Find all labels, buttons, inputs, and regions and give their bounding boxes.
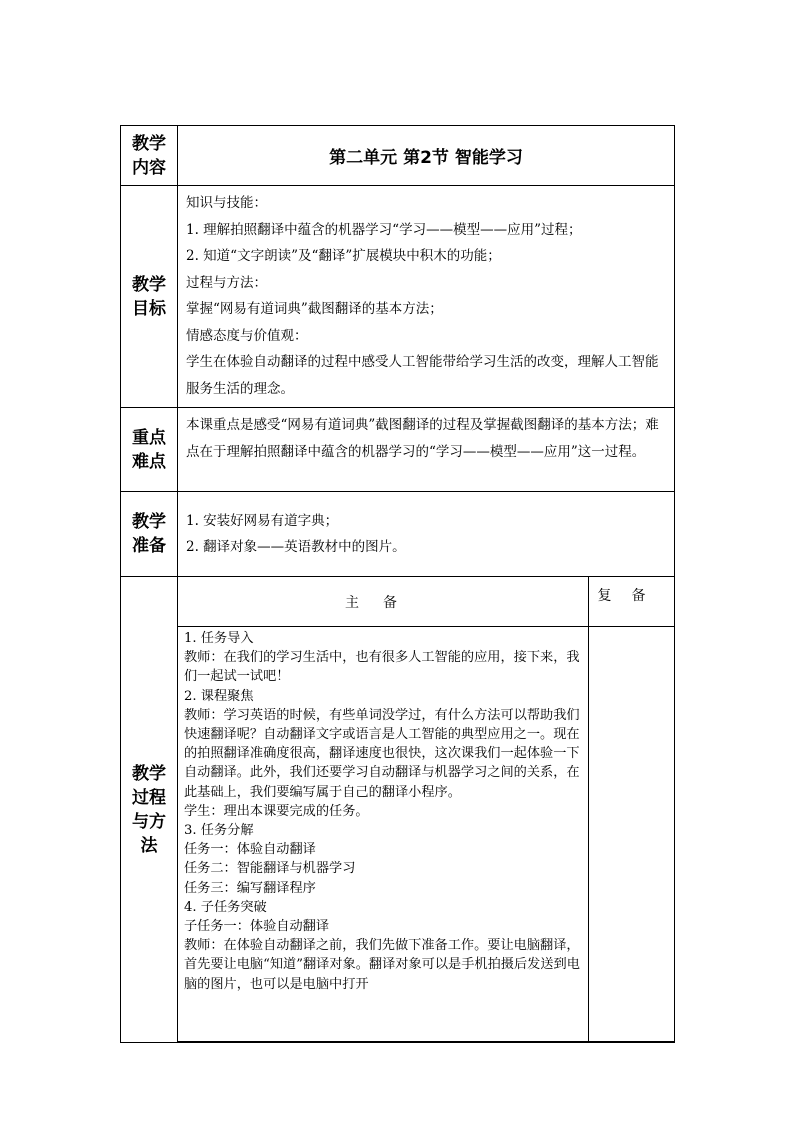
objective-line: 情感态度与价值观： xyxy=(186,327,308,344)
process-line: 4. 子任务突破 xyxy=(184,899,267,915)
process-line: 教师：学习英语的时候，有些单词没学过，有什么方法可以帮助我们快速翻译呢？自动翻译文字或语言是人工智能的典型应用之一。现在的拍照翻译准确度很高，翻译速度也很快，这次课我们一起体验一下自动翻译。此外，我们还要学习自动翻译与机器学习之间的关系，在此基础上，我们要编写属于自己的翻译小程序。 xyxy=(184,707,580,800)
preparation-line: 1. 安装好网易有道字典； xyxy=(186,512,339,529)
key-points-label xyxy=(121,408,178,492)
lesson-title: 第二单元 第2节 智能学习 xyxy=(178,126,675,186)
process-content-cell xyxy=(178,577,675,1043)
process-line: 任务一：体验自动翻译 xyxy=(184,842,316,858)
objective-line: 知识与技能： xyxy=(186,195,267,211)
content-label xyxy=(121,126,178,186)
process-main-content xyxy=(178,627,589,1042)
preparation-row xyxy=(121,492,675,577)
preparation-label xyxy=(121,492,178,577)
objectives-label xyxy=(121,186,178,408)
key-points-row xyxy=(121,408,675,492)
objective-line: 1. 理解拍照翻译中蕴含的机器学习“学习——模型——应用”过程； xyxy=(186,221,582,238)
preparation-label-line-2: 准备 xyxy=(132,536,166,556)
process-line: 子任务一：体验自动翻译 xyxy=(184,919,330,935)
process-line: 教师：在体验自动翻译之前，我们先做下准备工作。要让电脑翻译，首先要让电脑“知道”翻译对象。翻译对象可以是手机拍摄后发送到电脑的图片，也可以是电脑中打开 xyxy=(184,938,580,992)
process-line: 1. 任务导入 xyxy=(184,631,254,646)
process-line: 3. 任务分解 xyxy=(184,823,254,839)
review-prep-header: 复备 xyxy=(589,577,675,627)
process-body-row xyxy=(178,627,675,1042)
process-line: 任务二：智能翻译与机器学习 xyxy=(184,861,356,877)
content-label-line-2: 内容 xyxy=(132,157,166,178)
preparation-line: 2. 翻译对象——英语教材中的图片。 xyxy=(186,539,406,555)
process-label-line-1: 教学 xyxy=(132,763,166,784)
objective-line: 过程与方法： xyxy=(186,274,267,291)
process-label-line-3: 与方 xyxy=(132,811,166,832)
content-label-line-1: 教学 xyxy=(132,133,166,154)
process-line: 学生：理出本课要完成的任务。 xyxy=(184,803,369,819)
objective-line: 2. 知道“文字朗读”及“翻译”扩展模块中积木的功能； xyxy=(186,248,501,264)
objectives-content xyxy=(178,186,675,408)
objectives-label-line-1: 教学 xyxy=(132,274,166,295)
key-points-content xyxy=(178,408,675,492)
key-points-label-line-1: 重点 xyxy=(132,427,166,448)
process-review-content xyxy=(589,627,675,1042)
objectives-label-line-2: 目标 xyxy=(132,298,166,319)
key-points-label-line-2: 难点 xyxy=(132,451,166,472)
process-header-row xyxy=(178,577,675,627)
process-label xyxy=(121,577,178,1043)
content-row xyxy=(121,126,675,186)
objective-line: 掌握“网易有道词典”截图翻译的基本方法； xyxy=(186,301,443,317)
preparation-label-line-1: 教学 xyxy=(132,512,166,532)
main-prep-header: 主备 xyxy=(178,577,589,627)
process-line: 2. 课程聚焦 xyxy=(184,688,254,704)
process-row xyxy=(121,577,675,1043)
key-points-text: 本课重点是感受“网易有道词典”截图翻译的过程及掌握截图翻译的基本方法；难点在于理解拍照翻译中蕴含的机器学习的“学习——模型——应用”这一过程。 xyxy=(186,417,659,460)
process-line: 任务三：编写翻译程序 xyxy=(184,880,316,896)
process-line: 教师：在我们的学习生活中，也有很多人工智能的应用，接下来，我们一起试一试吧！ xyxy=(184,650,580,685)
lesson-plan-table xyxy=(120,125,675,1043)
process-label-line-4: 法 xyxy=(140,835,158,856)
process-label-line-2: 过程 xyxy=(132,787,166,808)
objective-line: 学生在体验自动翻译的过程中感受人工智能带给学习生活的改变，理解人工智能服务生活的理念。 xyxy=(186,354,659,397)
process-inner-table xyxy=(177,576,675,1042)
objectives-row xyxy=(121,186,675,408)
preparation-content xyxy=(178,492,675,577)
